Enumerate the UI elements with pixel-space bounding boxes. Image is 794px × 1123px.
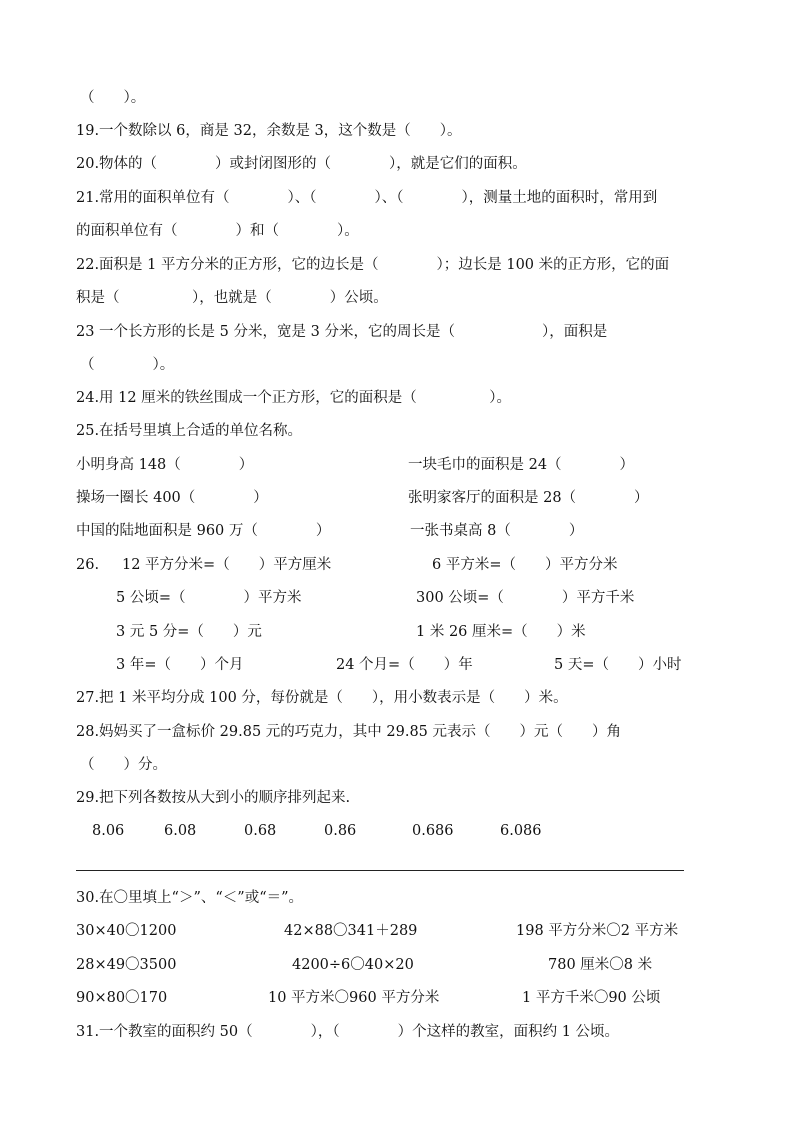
q30-item: 1 平方千米〇90 公顷 <box>522 990 661 1006</box>
question-20: 20.物体的（ ）或封闭图形的（ ），就是它们的面积。 <box>76 156 527 172</box>
q25-item: 操场一圈长 400（ ） <box>76 490 268 506</box>
number-item: 0.68 <box>244 823 277 839</box>
question-22-line2: 积是（ ），也就是（ ）公顷。 <box>76 290 388 306</box>
q26-item: 24 个月=（ ）年 <box>336 657 473 673</box>
q30-item: 42×88〇341＋289 <box>284 923 418 939</box>
q30-item: 30×40〇1200 <box>76 923 177 939</box>
q30-item: 28×49〇3500 <box>76 957 177 973</box>
question-22-line1: 22.面积是 1 平方分米的正方形，它的边长是（ ）；边长是 100 米的正方形，它的面 <box>76 257 670 273</box>
q26-item: 1 米 26 厘米=（ ）米 <box>416 624 586 640</box>
question-24: 24.用 12 厘米的铁丝围成一个正方形，它的面积是（ ）。 <box>76 390 511 406</box>
number-item: 0.86 <box>324 823 357 839</box>
question-28-line2: （ ）分。 <box>80 757 167 773</box>
q18-tail: （ ）。 <box>80 90 146 106</box>
number-item: 6.086 <box>500 823 542 839</box>
q26-item: 5 公顷=（ ）平方米 <box>116 590 302 606</box>
q30-item: 198 平方分米〇2 平方米 <box>516 923 679 939</box>
q26-item: 5 天=（ ）小时 <box>554 657 682 673</box>
q25-item: 一张书桌高 8（ ） <box>410 523 584 539</box>
q30-item: 4200÷6〇40×20 <box>292 957 414 973</box>
question-21-line1: 21.常用的面积单位有（ ）、（ ）、（ ），测量土地的面积时，常用到 <box>76 190 658 206</box>
number-item: 8.06 <box>92 823 125 839</box>
question-23-line1: 23 一个长方形的长是 5 分米，宽是 3 分米，它的周长是（ ），面积是 <box>76 324 608 340</box>
q30-item: 10 平方米〇960 平方分米 <box>268 990 440 1006</box>
q26-item: 300 公顷=（ ）平方千米 <box>416 590 635 606</box>
q25-item: 一块毛巾的面积是 24（ ） <box>408 457 635 473</box>
question-28-line1: 28.妈妈买了一盒标价 29.85 元的巧克力，其中 29.85 元表示（ ）元（ ）角 <box>76 724 622 740</box>
question-30: 30.在〇里填上“＞”、“＜”或“＝”。 <box>76 890 304 906</box>
q25-item: 中国的陆地面积是 960 万（ ） <box>76 523 331 539</box>
question-29: 29.把下列各数按从大到小的顺序排列起来. <box>76 790 351 806</box>
question-23-line2: （ ）。 <box>80 357 175 373</box>
question-19: 19.一个数除以 6，商是 32，余数是 3，这个数是（ ）。 <box>76 123 462 139</box>
q26-item: 3 元 5 分=（ ）元 <box>116 624 262 640</box>
question-31: 31.一个教室的面积约 50（ ），（ ）个这样的教室，面积约 1 公顷。 <box>76 1024 620 1040</box>
question-25: 25.在括号里填上合适的单位名称。 <box>76 423 303 439</box>
question-21-line2: 的面积单位有（ ）和（ ）。 <box>76 223 359 239</box>
q26-item: 3 年=（ ）个月 <box>116 657 244 673</box>
question-27: 27.把 1 米平均分成 100 分，每份就是（ ），用小数表示是（ ）米。 <box>76 690 568 706</box>
q26-item: 12 平方分米=（ ）平方厘米 <box>122 557 332 573</box>
q30-item: 90×80〇170 <box>76 990 168 1006</box>
answer-line <box>76 870 684 871</box>
number-item: 6.08 <box>164 823 197 839</box>
q26-item: 6 平方米=（ ）平方分米 <box>432 557 618 573</box>
q25-item: 小明身高 148（ ） <box>76 457 254 473</box>
question-26-number: 26. <box>76 557 100 573</box>
number-item: 0.686 <box>412 823 454 839</box>
q30-item: 780 厘米〇8 米 <box>548 957 653 973</box>
q25-item: 张明家客厅的面积是 28（ ） <box>408 490 649 506</box>
